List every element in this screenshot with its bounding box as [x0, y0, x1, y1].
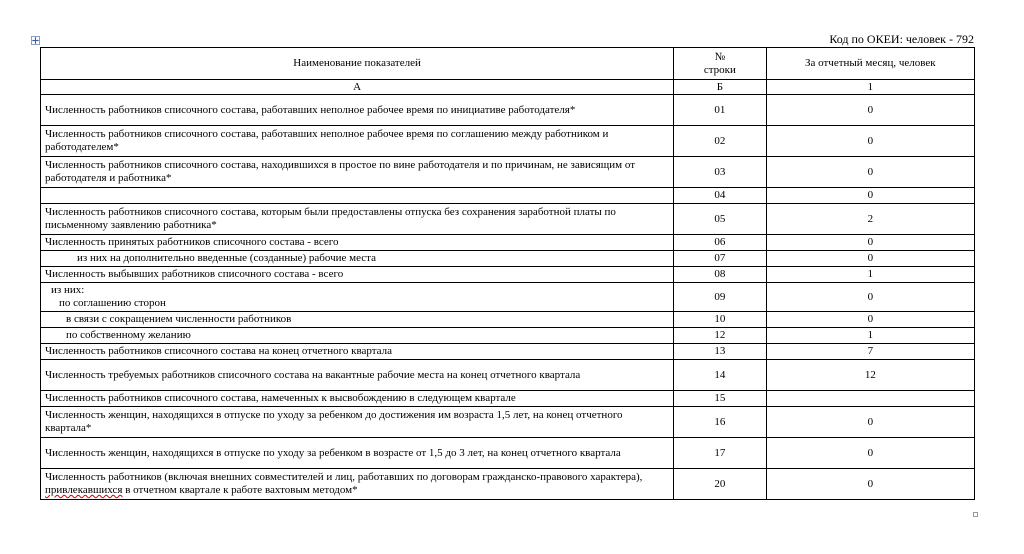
letter-cell: Б: [674, 80, 766, 95]
row-num: 17: [674, 438, 766, 469]
row-value[interactable]: 12: [766, 360, 974, 391]
row-name-line: по соглашению сторон: [59, 297, 166, 309]
table-row: [41, 235, 975, 251]
okei-code: Код по ОКЕИ: человек - 792: [829, 32, 974, 46]
row-name: Численность женщин, находящихся в отпуске по уходу за ребенком до достижения им возраста 1,5 лет, на конец отчетного квартала*: [41, 407, 674, 438]
row-num: 13: [674, 344, 766, 360]
row-name: Численность работников списочного состава, работавших неполное рабочее время по соглашению между работником и работодателем*: [41, 126, 674, 157]
row-num: 07: [674, 251, 766, 267]
row-num: 04: [674, 188, 766, 204]
row-name: Численность работников списочного состава, находившихся в простое по вине работодателя и по причинам, не зависящим от работодателя и работника*: [41, 157, 674, 188]
row-num: 06: [674, 235, 766, 251]
table-row: [41, 438, 975, 469]
row-num: 05: [674, 204, 766, 235]
row-num: 16: [674, 407, 766, 438]
row-value[interactable]: 0: [766, 235, 974, 251]
row-num: 02: [674, 126, 766, 157]
row-value[interactable]: 0: [766, 157, 974, 188]
table-row: [41, 407, 975, 438]
row-name: Численность работников списочного состава на конец отчетного квартала: [41, 344, 674, 360]
row-num: 20: [674, 469, 766, 500]
table-resize-handle-icon[interactable]: [973, 512, 978, 517]
row-num: 12: [674, 328, 766, 344]
table-row: [41, 95, 975, 126]
row-value[interactable]: [766, 391, 974, 407]
row-name-part: Численность работников (включая внешних совместителей и лиц, работавших по договорам гражданско-правового характера),: [45, 471, 643, 483]
table-row: [41, 469, 975, 500]
table-row: [41, 251, 975, 267]
row-num: 14: [674, 360, 766, 391]
row-name: [41, 188, 674, 204]
letter-cell: А: [41, 80, 674, 95]
table-header-row: [41, 48, 975, 80]
row-value[interactable]: 0: [766, 251, 974, 267]
row-value[interactable]: 7: [766, 344, 974, 360]
table-row: [41, 360, 975, 391]
column-letters-row: [41, 80, 975, 95]
row-value[interactable]: 0: [766, 438, 974, 469]
table-row: [41, 267, 975, 283]
row-name: Численность работников списочного состава, намеченных к высвобождению в следующем квартале: [41, 391, 674, 407]
header-name-cell: Наименование показателей: [41, 48, 674, 80]
row-name-part: в отчетном квартале к работе вахтовым методом*: [122, 484, 358, 496]
table-row: [41, 283, 975, 312]
row-name: Численность работников списочного состава, работавших неполное рабочее время по инициативе работодателя*: [41, 95, 674, 126]
report-table: [40, 47, 975, 500]
row-num: 15: [674, 391, 766, 407]
row-value[interactable]: 0: [766, 188, 974, 204]
row-name: Численность женщин, находящихся в отпуске по уходу за ребенком в возрасте от 1,5 до 3 лет, на конец отчетного квартала: [41, 438, 674, 469]
header-num-label: строки: [703, 63, 736, 76]
table-row: [41, 157, 975, 188]
row-num: 03: [674, 157, 766, 188]
row-value[interactable]: 0: [766, 469, 974, 500]
row-num: 01: [674, 95, 766, 126]
row-name: Численность выбывших работников списочного состава - всего: [41, 267, 674, 283]
table-row: [41, 204, 975, 235]
row-name: из них на дополнительно введенные (созданные) рабочие места: [41, 251, 674, 267]
row-value[interactable]: 0: [766, 312, 974, 328]
row-name: [41, 469, 674, 500]
row-value[interactable]: 0: [766, 95, 974, 126]
table-row: [41, 126, 975, 157]
row-num: 10: [674, 312, 766, 328]
row-value[interactable]: 1: [766, 328, 974, 344]
row-value[interactable]: 0: [766, 407, 974, 438]
header-num-symbol: №: [714, 50, 726, 63]
row-name: Численность принятых работников списочного состава - всего: [41, 235, 674, 251]
table-row: [41, 188, 975, 204]
row-value[interactable]: 0: [766, 126, 974, 157]
table-row: [41, 312, 975, 328]
row-name: Численность работников списочного состава, которым были предоставлены отпуска без сохранения заработной платы по письменному заявлению работника*: [41, 204, 674, 235]
table-move-handle-icon[interactable]: [31, 36, 40, 45]
row-num: 08: [674, 267, 766, 283]
table-row: [41, 391, 975, 407]
row-name: Численность требуемых работников списочного состава на вакантные рабочие места на конец отчетного квартала: [41, 360, 674, 391]
letter-cell: 1: [766, 80, 974, 95]
header-value-cell: За отчетный месяц, человек: [766, 48, 974, 80]
row-name: в связи с сокращением численности работников: [41, 312, 674, 328]
spellcheck-word: привлекавшихся: [45, 484, 123, 496]
header-num-cell: [674, 48, 766, 80]
table-row: [41, 328, 975, 344]
row-value[interactable]: 1: [766, 267, 974, 283]
table-row: [41, 344, 975, 360]
row-value[interactable]: 2: [766, 204, 974, 235]
row-name: по собственному желанию: [41, 328, 674, 344]
row-num: 09: [674, 283, 766, 312]
row-name-line: из них:: [51, 284, 85, 296]
row-value[interactable]: 0: [766, 283, 974, 312]
row-name: [41, 283, 674, 312]
